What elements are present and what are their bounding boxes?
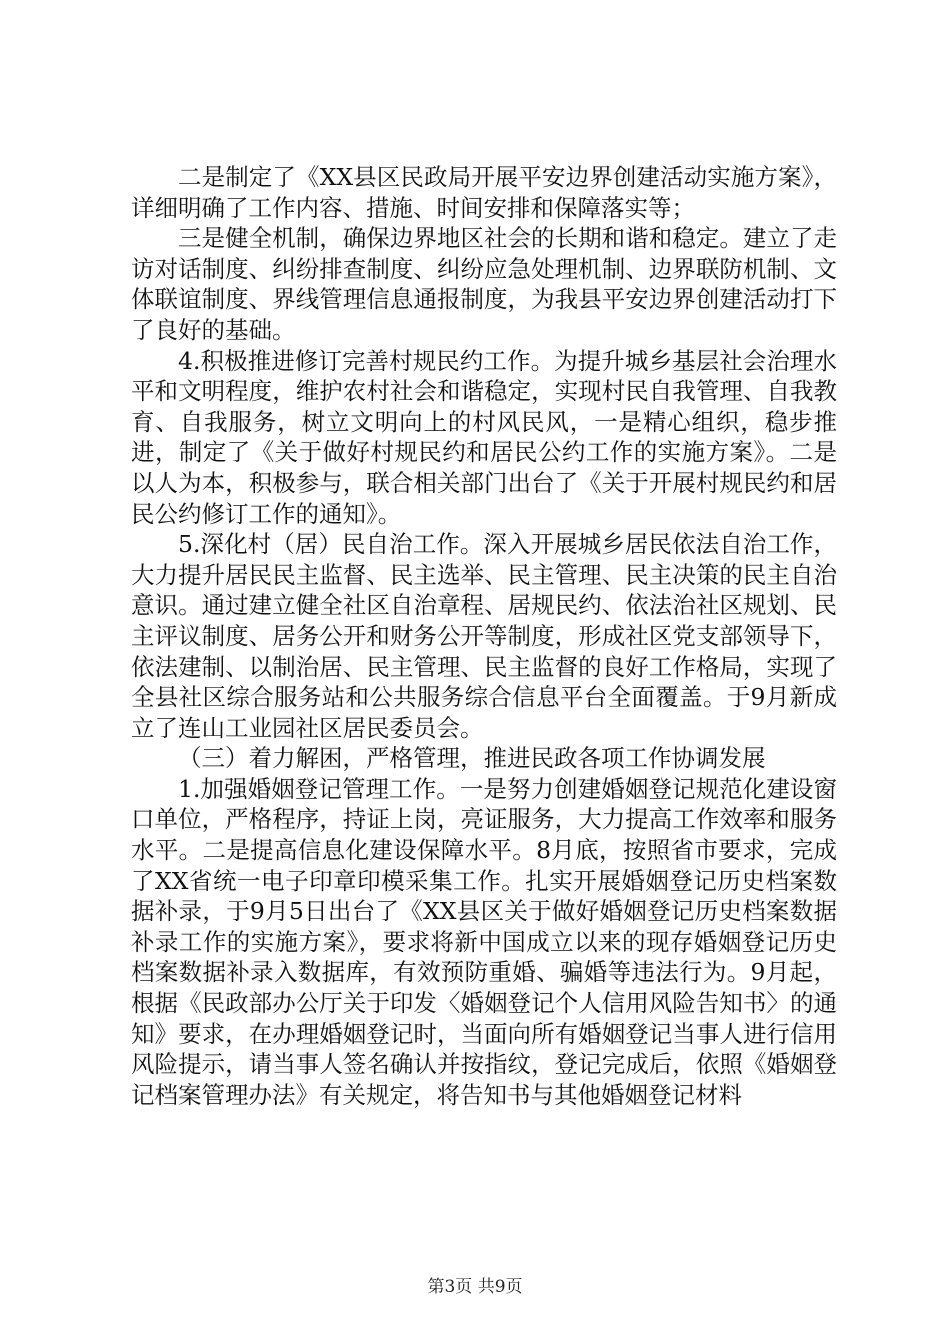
page-footer: 第3页 共9页	[427, 1277, 523, 1297]
paragraph-marriage-registration: 1.加强婚姻登记管理工作。一是努力创建婚姻登记规范化建设窗口单位，严格程序，持证上岗，亮证服务，大力提高工作效率和服务水平。二是提高信息化建设保障水平。8月底，按照省市要求，完成了XX省统一电子印章印模采集工作。扎实开展婚姻登记历史档案数据补录，于9月5日出台了《XX县区关于做好婚姻登记历史档案数据补录工作的实施方案》，要求将新中国成立以来的现存婚姻登记历史档案数据补录入数据库，有效预防重婚、骗婚等违法行为。9月起，根据《民政部办公厅关于印发〈婚姻登记个人信用风险告知书〉的通知》要求，在办理婚姻登记时，当面向所有婚姻登记当事人进行信用风险提示，请当事人签名确认并按指纹，登记完成后，依照《婚姻登记档案管理办法》有关规定，将告知书与其他婚姻登记材料	[131, 774, 837, 1109]
paragraph-3rd-measure: 三是健全机制，确保边界地区社会的长期和谐和稳定。建立了走访对话制度、纠纷排查制度、纠纷应急处理机制、边界联防机制、文体联谊制度、界线管理信息通报制度，为我县平安边界创建活动打下了良好的基础。	[131, 224, 837, 344]
section-heading-3: （三）着力解困，严格管理，推进民政各项工作协调发展	[178, 744, 766, 773]
paragraph-2nd-measure: 二是制定了《XX县区民政局开展平安边界创建活动实施方案》，详细明确了工作内容、措施、时间安排和保障落实等；	[131, 163, 837, 222]
document-body	[131, 162, 837, 1110]
paragraph-village-rules: 4.积极推进修订完善村规民约工作。为提升城乡基层社会治理水平和文明程度，维护农村社会和谐稳定，实现村民自我管理、自我教育、自我服务，树立文明向上的村风民风，一是精心组织，稳步推进，制定了《关于做好村规民约和居民公约工作的实施方案》。二是以人为本，积极参与，联合相关部门出台了《关于开展村规民约和居民公约修订工作的通知》。	[131, 346, 837, 528]
paragraph-self-governance: 5.深化村（居）民自治工作。深入开展城乡居民依法自治工作，大力提升居民民主监督、民主选举、民主管理、民主决策的民主自治意识。通过建立健全社区自治章程、居规民约、依法治社区规划、民主评议制度、居务公开和财务公开等制度，形成社区党支部领导下，依法建制、以制治居、民主管理、民主监督的良好工作格局，实现了全县社区综合服务站和公共服务综合信息平台全面覆盖。于9月新成立了连山工业园社区居民委员会。	[131, 530, 837, 742]
